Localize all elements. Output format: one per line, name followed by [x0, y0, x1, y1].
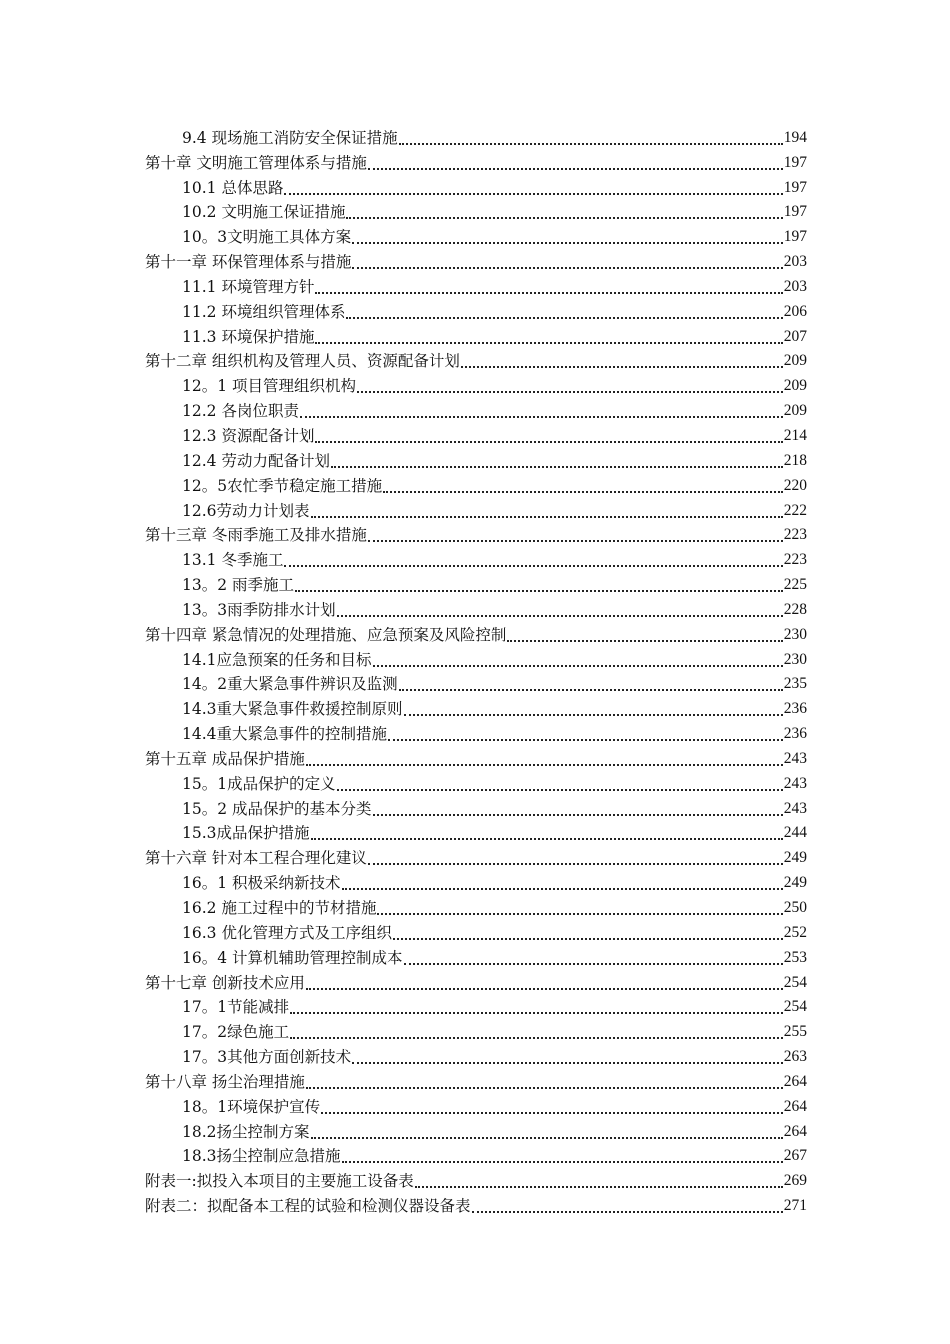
toc-chapter-entry[interactable] [145, 1068, 807, 1093]
toc-entry-title: 附表二：拟配备本工程的试验和检测仪器设备表 [145, 1197, 471, 1216]
toc-dot-leader [346, 317, 782, 319]
toc-section-entry[interactable] [145, 571, 807, 596]
toc-page-number: 267 [783, 1147, 807, 1165]
toc-page-number: 197 [783, 153, 807, 171]
toc-page-number: 197 [783, 228, 807, 246]
toc-section-entry[interactable] [145, 695, 807, 720]
toc-page-number: 264 [783, 1072, 807, 1090]
toc-entry-title: 第十八章 扬尘治理措施 [145, 1072, 305, 1091]
toc-section-entry[interactable] [145, 174, 807, 199]
toc-dot-leader [331, 466, 783, 468]
toc-page-number: 263 [783, 1048, 807, 1066]
toc-chapter-entry[interactable] [145, 522, 807, 547]
toc-entry-title: 第十三章 冬雨季施工及排水措施 [145, 526, 367, 545]
toc-entry-title: 第十二章 组织机构及管理人员、资源配备计划 [145, 352, 460, 371]
toc-section-entry[interactable] [145, 199, 807, 224]
toc-chapter-entry[interactable] [145, 621, 807, 646]
toc-dot-leader [290, 1037, 783, 1039]
toc-dot-leader [373, 665, 783, 667]
toc-dot-leader [388, 739, 783, 741]
toc-dot-leader [352, 1062, 783, 1064]
toc-page-number: 252 [783, 923, 807, 941]
toc-dot-leader [368, 168, 783, 170]
toc-dot-leader [337, 615, 783, 617]
toc-page-number: 243 [783, 774, 807, 792]
toc-page-number: 250 [783, 899, 807, 916]
toc-dot-leader [404, 714, 783, 716]
toc-page-number: 255 [783, 1023, 807, 1041]
toc-dot-leader [321, 1112, 783, 1114]
toc-page-number: 223 [783, 551, 807, 569]
toc-page-number: 206 [783, 302, 807, 320]
toc-chapter-entry[interactable] [145, 1167, 807, 1192]
toc-dot-leader [337, 789, 783, 791]
toc-entry-title: 10。3文明施工具体方案 [182, 228, 352, 247]
toc-entry-title: 14.4重大紧急事件的控制措施 [182, 725, 388, 744]
toc-page-number: 218 [783, 451, 807, 469]
toc-dot-leader [393, 938, 783, 940]
toc-entry-title: 16。1 积极采纳新技术 [182, 874, 341, 893]
toc-section-entry[interactable] [145, 1043, 807, 1068]
toc-dot-leader [377, 913, 782, 915]
toc-entry-title: 第十一章 环保管理体系与措施 [145, 253, 352, 272]
toc-page-number: 207 [783, 327, 807, 345]
toc-chapter-entry[interactable] [145, 745, 807, 770]
toc-chapter-entry[interactable] [145, 149, 807, 174]
toc-page-number: 230 [783, 650, 807, 668]
toc-entry-title: 15。1成品保护的定义 [182, 774, 336, 793]
toc-dot-leader [404, 963, 783, 965]
toc-section-entry[interactable] [145, 447, 807, 472]
toc-entry-title: 18。1环境保护宣传 [182, 1097, 321, 1116]
toc-dot-leader [311, 516, 783, 518]
toc-section-entry[interactable] [145, 894, 807, 919]
toc-chapter-entry[interactable] [145, 348, 807, 373]
table-of-contents [145, 124, 807, 1217]
toc-entry-title: 12.6劳动力计划表 [182, 501, 310, 520]
toc-page-number: 253 [783, 948, 807, 966]
toc-entry-title: 12。5农忙季节稳定施工措施 [182, 476, 383, 495]
toc-entry-title: 15。2 成品保护的基本分类 [182, 799, 372, 818]
toc-dot-leader [315, 292, 782, 294]
toc-section-entry[interactable] [145, 770, 807, 795]
toc-page-number: 244 [783, 824, 807, 842]
toc-section-entry[interactable] [145, 273, 807, 298]
toc-entry-title: 17。2绿色施工 [182, 1023, 290, 1042]
toc-dot-leader [306, 1087, 783, 1089]
toc-dot-leader [284, 565, 782, 567]
toc-dot-leader [357, 391, 783, 393]
toc-dot-leader [368, 540, 783, 542]
toc-dot-leader [399, 143, 783, 145]
toc-section-entry[interactable] [145, 596, 807, 621]
toc-section-entry[interactable] [145, 1093, 807, 1118]
toc-entry-title: 第十章 文明施工管理体系与措施 [145, 153, 367, 172]
toc-page-number: 223 [783, 526, 807, 544]
toc-page-number: 214 [783, 426, 807, 444]
toc-chapter-entry[interactable] [145, 969, 807, 994]
toc-section-entry[interactable] [145, 472, 807, 497]
toc-entry-title: 12.2 各岗位职责 [182, 402, 299, 421]
toc-entry-title: 第十四章 紧急情况的处理措施、应急预案及风险控制 [145, 625, 507, 644]
toc-chapter-entry[interactable] [145, 844, 807, 869]
toc-section-entry[interactable] [145, 646, 807, 671]
toc-section-entry[interactable] [145, 820, 807, 845]
toc-entry-title: 13.1 冬季施工 [182, 551, 284, 570]
toc-entry-title: 第十六章 针对本工程合理化建议 [145, 849, 367, 868]
toc-dot-leader [311, 838, 783, 840]
toc-page-number: 197 [783, 178, 807, 196]
toc-entry-title: 16.2 施工过程中的节材措施 [182, 899, 377, 917]
toc-page-number: 254 [783, 973, 807, 991]
toc-entry-title: 14。2重大紧急事件辨识及监测 [182, 675, 398, 694]
toc-entry-title: 18.2扬尘控制方案 [182, 1122, 310, 1141]
toc-entry-title: 12.3 资源配备计划 [182, 426, 315, 445]
toc-dot-leader [383, 491, 783, 493]
toc-entry-title: 10.2 文明施工保证措施 [182, 203, 346, 222]
toc-page-number: 203 [783, 253, 807, 271]
toc-dot-leader [346, 217, 782, 219]
toc-dot-leader [315, 342, 782, 344]
toc-page-number: 236 [783, 700, 807, 718]
toc-dot-leader [284, 193, 782, 195]
toc-page-number: 220 [783, 476, 807, 494]
toc-page-number: 194 [783, 128, 807, 146]
toc-section-entry[interactable] [145, 1118, 807, 1143]
toc-entry-title: 16。4 计算机辅助管理控制成本 [182, 948, 403, 967]
toc-entry-title: 11.2 环境组织管理体系 [182, 302, 346, 321]
toc-entry-title: 18.3扬尘控制应急措施 [182, 1147, 341, 1166]
toc-entry-title: 13。2 雨季施工 [182, 576, 295, 595]
toc-page-number: 197 [783, 203, 807, 221]
toc-dot-leader [315, 441, 782, 443]
toc-dot-leader [300, 416, 783, 418]
toc-dot-leader [373, 814, 783, 816]
toc-dot-leader [352, 242, 783, 244]
toc-entry-title: 第十七章 创新技术应用 [145, 973, 305, 992]
toc-entry-title: 14.1应急预案的任务和目标 [182, 650, 372, 669]
toc-chapter-entry[interactable] [145, 1192, 807, 1217]
toc-section-entry[interactable] [145, 1143, 807, 1168]
toc-page-number: 228 [783, 600, 807, 618]
toc-entry-title: 13。3雨季防排水计划 [182, 600, 336, 619]
toc-section-entry[interactable] [145, 422, 807, 447]
toc-page-number: 225 [783, 576, 807, 594]
toc-dot-leader [352, 267, 782, 269]
toc-section-entry[interactable] [145, 671, 807, 696]
toc-section-entry[interactable] [145, 919, 807, 944]
toc-dot-leader [461, 366, 783, 368]
toc-entry-title: 15.3成品保护措施 [182, 824, 310, 843]
toc-page-number: 230 [783, 625, 807, 643]
toc-section-entry[interactable] [145, 497, 807, 522]
toc-dot-leader [311, 1137, 783, 1139]
toc-entry-title: 12。1 项目管理组织机构 [182, 377, 357, 396]
toc-section-entry[interactable] [145, 372, 807, 397]
toc-page-number: 243 [783, 749, 807, 767]
toc-dot-leader [342, 1161, 783, 1163]
toc-entry-title: 10.1 总体思路 [182, 178, 284, 197]
toc-entry-title: 11.1 环境管理方针 [182, 277, 315, 296]
toc-section-entry[interactable] [145, 397, 807, 422]
toc-section-entry[interactable] [145, 298, 807, 323]
toc-section-entry[interactable] [145, 1018, 807, 1043]
toc-section-entry[interactable] [145, 869, 807, 894]
toc-dot-leader [295, 590, 783, 592]
toc-section-entry[interactable] [145, 223, 807, 248]
toc-page-number: 222 [783, 501, 807, 519]
toc-page-number: 271 [783, 1197, 807, 1215]
toc-dot-leader [306, 988, 783, 990]
toc-page-number: 264 [783, 1097, 807, 1115]
toc-page-number: 243 [783, 799, 807, 817]
toc-entry-title: 17。1节能减排 [182, 998, 290, 1017]
toc-entry-title: 14.3重大紧急事件救援控制原则 [182, 700, 403, 719]
toc-entry-title: 11.3 环境保护措施 [182, 327, 315, 346]
toc-page-number: 249 [783, 849, 807, 867]
toc-section-entry[interactable] [145, 795, 807, 820]
toc-page-number: 249 [783, 874, 807, 892]
toc-dot-leader [415, 1186, 783, 1188]
toc-dot-leader [399, 689, 783, 691]
toc-page-number: 209 [783, 402, 807, 420]
toc-section-entry[interactable] [145, 323, 807, 348]
toc-page-number: 236 [783, 725, 807, 743]
toc-page-number: 209 [783, 352, 807, 370]
toc-page-number: 254 [783, 998, 807, 1016]
toc-page-number: 235 [783, 675, 807, 693]
toc-dot-leader [472, 1211, 783, 1213]
toc-section-entry[interactable] [145, 124, 807, 149]
toc-entry-title: 12.4 劳动力配备计划 [182, 451, 330, 470]
toc-section-entry[interactable] [145, 546, 807, 571]
toc-section-entry[interactable] [145, 994, 807, 1019]
toc-chapter-entry[interactable] [145, 248, 807, 273]
toc-page-number: 264 [783, 1122, 807, 1140]
toc-entry-title: 第十五章 成品保护措施 [145, 749, 305, 768]
toc-section-entry[interactable] [145, 944, 807, 969]
toc-entry-title: 附表一:拟投入本项目的主要施工设备表 [145, 1172, 414, 1191]
toc-section-entry[interactable] [145, 720, 807, 745]
toc-page-number: 209 [783, 377, 807, 395]
toc-entry-title: 16.3 优化管理方式及工序组织 [182, 923, 392, 942]
toc-dot-leader [342, 888, 783, 890]
toc-dot-leader [507, 640, 782, 642]
toc-dot-leader [290, 1012, 783, 1014]
toc-page-number: 203 [783, 277, 807, 295]
toc-entry-title: 17。3其他方面创新技术 [182, 1048, 352, 1067]
toc-page-number: 269 [783, 1172, 807, 1190]
toc-dot-leader [368, 863, 783, 865]
toc-entry-title: 9.4 现场施工消防安全保证措施 [182, 128, 398, 147]
toc-dot-leader [306, 764, 783, 766]
